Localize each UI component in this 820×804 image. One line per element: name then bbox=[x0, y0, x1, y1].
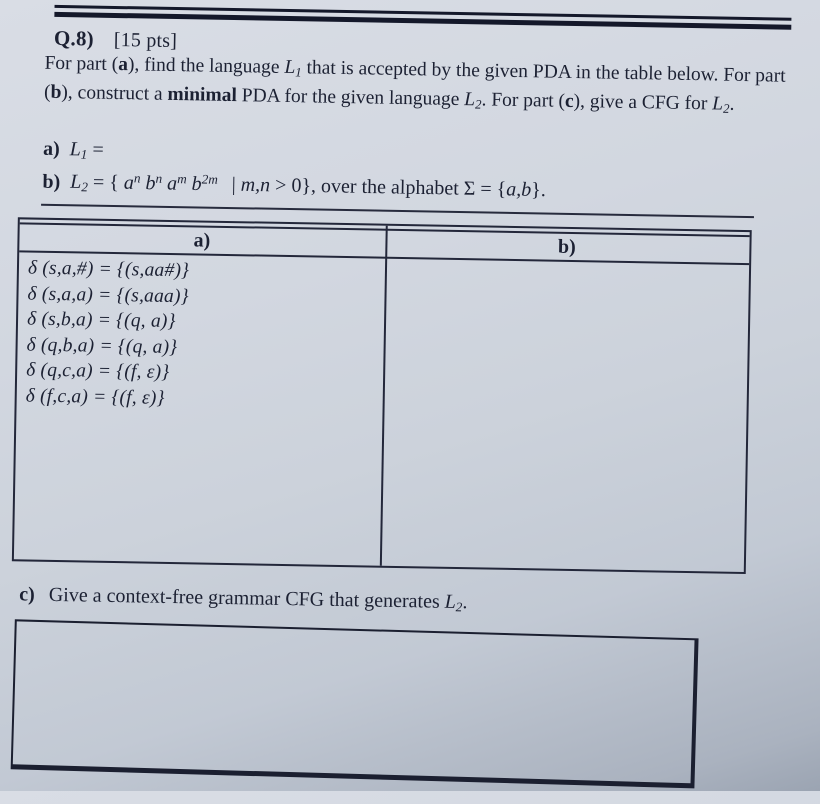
part-a-line bbox=[43, 138, 104, 163]
L2-subscript: 2 bbox=[474, 97, 482, 112]
top-double-rule bbox=[54, 5, 791, 30]
intro-text: . For part ( bbox=[481, 89, 566, 112]
question-header bbox=[54, 26, 178, 53]
intro-text: ), construct a bbox=[61, 81, 168, 105]
term-b: b bbox=[191, 172, 202, 196]
L1-subscript: 1 bbox=[295, 65, 302, 80]
L2-variable: L bbox=[712, 93, 724, 115]
exp-2m: 2m bbox=[201, 171, 218, 187]
pda-table bbox=[12, 217, 752, 574]
answer-box bbox=[11, 619, 699, 788]
such-that-bar: | bbox=[231, 173, 241, 196]
intro-text: that is accepted by the given PDA in the table below. For part ( bbox=[43, 57, 786, 103]
intro-text: PDA for the given language bbox=[236, 84, 465, 110]
question-number: Q.8) bbox=[53, 25, 95, 51]
alphabet-close: }. bbox=[531, 178, 547, 202]
equals-sign: = bbox=[87, 138, 104, 161]
part-b-label: b) bbox=[42, 170, 61, 193]
intro-text: . bbox=[729, 93, 735, 115]
alphabet-equals: = { bbox=[475, 177, 507, 201]
L2-subscript: 2 bbox=[722, 101, 730, 116]
term-a: a bbox=[166, 172, 178, 195]
L2-subscript: 2 bbox=[81, 179, 89, 195]
condition-rest: > 0}, over the alphabet bbox=[269, 174, 464, 200]
sigma-symbol: Σ bbox=[463, 177, 476, 200]
intro-text: ), give a CFG for bbox=[573, 90, 713, 115]
L1-variable: L bbox=[284, 56, 296, 79]
L1-variable: L bbox=[69, 138, 82, 161]
pda-transition-rule: δ (s,a,#) = {(s,aa#)} bbox=[27, 257, 190, 282]
term-b: b bbox=[145, 172, 156, 195]
minimal-emphasis: minimal bbox=[167, 83, 238, 106]
L2-variable: L bbox=[464, 88, 476, 110]
L1-subscript: 1 bbox=[80, 146, 88, 162]
column-a-header: a) bbox=[193, 229, 211, 252]
pda-transition-rule: δ (q,c,a) = {(f, ε)} bbox=[26, 359, 170, 383]
alphabet-set: a,b bbox=[506, 178, 532, 201]
L2-subscript: 2 bbox=[455, 599, 463, 615]
pda-transition-rule: δ (s,a,a) = {(s,aaa)} bbox=[27, 282, 189, 307]
part-b-line bbox=[42, 169, 546, 204]
section-rule bbox=[41, 204, 754, 218]
part-c-ref: c bbox=[564, 90, 574, 112]
question-points: [15 pts] bbox=[113, 28, 178, 53]
language-def-open: = { bbox=[87, 171, 125, 194]
part-a-label: a) bbox=[42, 137, 60, 161]
exp-n: n bbox=[155, 170, 163, 186]
pda-transition-rule: δ (s,b,a) = {(q, a)} bbox=[26, 308, 176, 333]
part-c-line bbox=[19, 583, 468, 615]
intro-text: For part ( bbox=[44, 52, 119, 76]
L2-variable: L bbox=[70, 170, 82, 193]
part-c-label: c) bbox=[19, 583, 36, 606]
pda-transition-rule: δ (f,c,a) = {(f, ε)} bbox=[25, 384, 165, 409]
term-a: a bbox=[123, 171, 135, 194]
transition-rules bbox=[17, 252, 389, 414]
L2-variable: L bbox=[444, 590, 457, 614]
column-b-header: b) bbox=[557, 235, 577, 259]
part-b-ref: b bbox=[50, 81, 62, 103]
exp-m: m bbox=[177, 171, 187, 187]
intro-text: ), find the language bbox=[127, 54, 285, 78]
part-c-text: Give a context-free grammar CFG that generates bbox=[48, 583, 445, 613]
exp-n: n bbox=[133, 170, 141, 186]
part-a-ref: a bbox=[118, 54, 129, 76]
intro-paragraph bbox=[44, 52, 807, 123]
pda-transition-rule: δ (q,b,a) = {(q, a)} bbox=[26, 333, 178, 358]
part-c-period: . bbox=[462, 591, 468, 614]
condition-vars: m,n bbox=[240, 173, 271, 197]
